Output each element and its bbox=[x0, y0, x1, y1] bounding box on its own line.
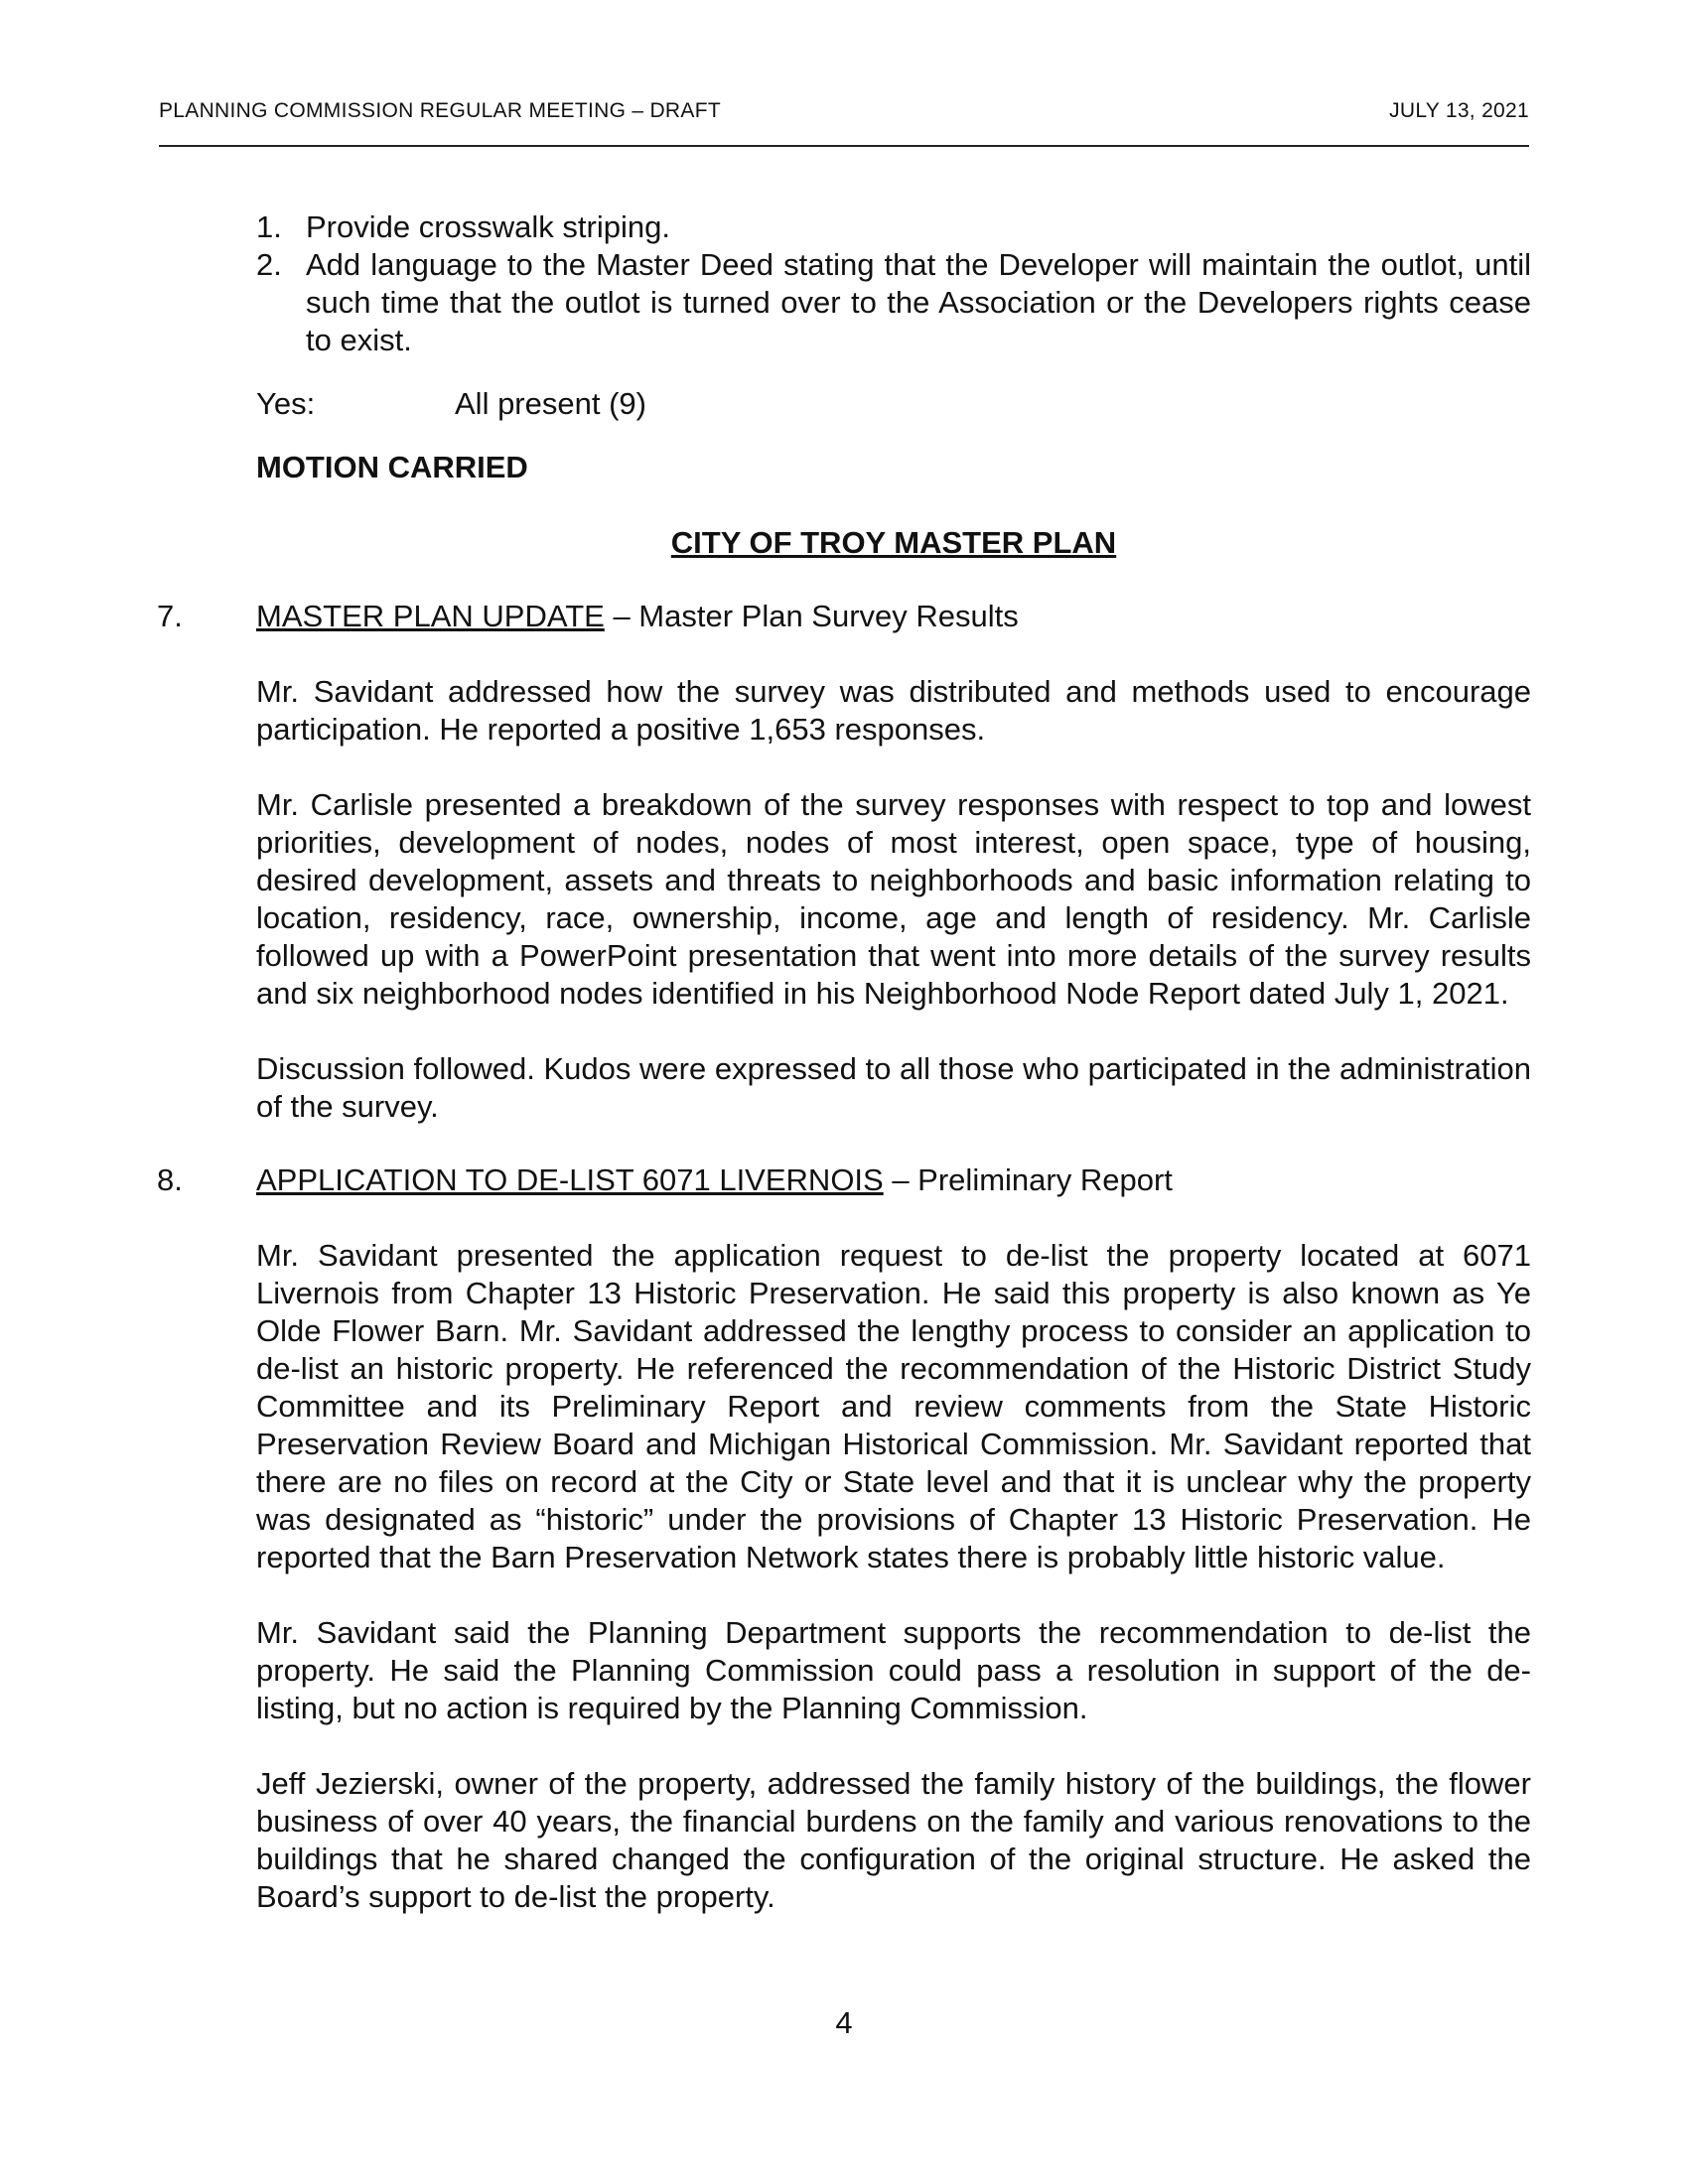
condition-item bbox=[256, 208, 1531, 246]
condition-item bbox=[256, 246, 1531, 359]
document-body bbox=[157, 208, 1531, 1916]
section-title: CITY OF TROY MASTER PLAN bbox=[670, 525, 1117, 560]
agenda-item-8 bbox=[157, 1161, 1531, 1199]
paragraph: Mr. Savidant addressed how the survey was distributed and methods used to encourage participation. He reported a positive 1,653 responses. bbox=[256, 674, 1531, 747]
paragraph: Discussion followed. Kudos were expressed to all those who participated in the administration of the survey. bbox=[256, 1051, 1531, 1124]
item-number: 7. bbox=[157, 599, 183, 633]
motion-result: MOTION CARRIED bbox=[256, 450, 528, 484]
vote-label: Yes: bbox=[256, 386, 316, 421]
item-subtitle: – Preliminary Report bbox=[883, 1162, 1173, 1197]
page-number: 4 bbox=[835, 2005, 853, 2040]
vote-value: All present (9) bbox=[455, 386, 646, 421]
header-date: JULY 13, 2021 bbox=[1389, 99, 1529, 122]
condition-text: Add language to the Master Deed stating that the Developer will maintain the outlot, until such time that the outlot is turned over to the Association or the Developers rights cease to exist. bbox=[306, 247, 1531, 357]
agenda-item-7 bbox=[157, 598, 1531, 635]
header-title: PLANNING COMMISSION REGULAR MEETING – DRAFT bbox=[159, 99, 721, 122]
condition-number: 1. bbox=[256, 209, 282, 244]
paragraph: Mr. Carlisle presented a breakdown of the survey responses with respect to top and lowest priorities, development of nodes, nodes of most interest, open space, type of housing, desired development, assets and threats to neighborhoods and basic information relating to location, residency, race, ownership, income, age and length of residency. Mr. Carlisle followed up with a PowerPoint presentation that went into more details of the survey results and six neighborhood nodes identified in his Neighborhood Node Report dated July 1, 2021. bbox=[256, 787, 1531, 1011]
item-number: 8. bbox=[157, 1162, 183, 1197]
paragraph: Mr. Savidant presented the application request to de-list the property located at 6071 Livernois from Chapter 13 Historic Preservation. He said this property is also known as Ye Olde Flower Barn. Mr. Savidant addressed the lengthy process to consider an application to de-list an historic property. He referenced the recommendation of the Historic District Study Committee and its Preliminary Report and review comments from the State Historic Preservation Review Board and Michigan Historical Commission. Mr. Savidant reported that there are no files on record at the City or State level and that it is unclear why the property was designated as “historic” under the provisions of Chapter 13 Historic Preservation. He reported that the Barn Preservation Network states there is probably little historic value. bbox=[256, 1238, 1531, 1574]
item-title: APPLICATION TO DE-LIST 6071 LIVERNOIS bbox=[256, 1162, 884, 1197]
condition-text: Provide crosswalk striping. bbox=[306, 209, 670, 244]
conditions-list bbox=[256, 208, 1531, 359]
paragraph: Jeff Jezierski, owner of the property, addressed the family history of the buildings, the flower business of over 40 years, the financial burdens on the family and various renovations to the buildings that he shared changed the configuration of the original structure. He asked the Board’s support to de-list the property. bbox=[256, 1766, 1531, 1914]
item-title: MASTER PLAN UPDATE bbox=[256, 599, 605, 633]
vote-line bbox=[256, 385, 1531, 423]
condition-number: 2. bbox=[256, 247, 282, 282]
item-subtitle: – Master Plan Survey Results bbox=[604, 599, 1019, 633]
page-header bbox=[159, 95, 1529, 147]
paragraph: Mr. Savidant said the Planning Department supports the recommendation to de-list the property. He said the Planning Commission could pass a resolution in support of the de-listing, but no action is required by the Planning Commission. bbox=[256, 1615, 1531, 1725]
